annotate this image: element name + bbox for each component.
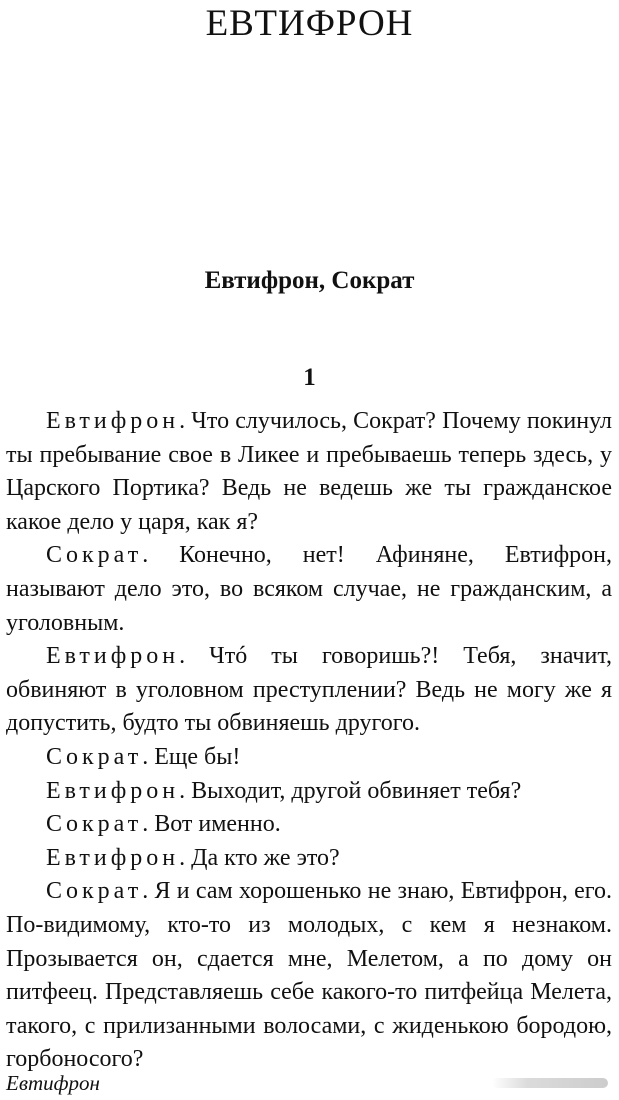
dialogue-paragraph: Сократ. Конечно, нет! Афиняне, Евтифрон, называют дело это, во всяком случае, не гражданским, а уголовным. <box>6 542 613 636</box>
dialogue-text <box>6 405 612 1077</box>
speaker-name: Евтифрон <box>46 844 180 871</box>
speaker-name: Евтифрон <box>46 643 180 670</box>
speech-text: Что случилось, Сократ? Почему покинул ты пребывание свое в Ликее и пребываешь теперь здесь, у Царского Портика? Ведь не ведешь же ты гражданское какое дело у царя, как я? <box>6 408 613 535</box>
dialogue-paragraph: Евтифрон. Да кто же это? <box>46 844 340 871</box>
speaker-name: Сократ <box>46 743 143 770</box>
characters-heading: Евтифрон, Сократ <box>204 267 415 294</box>
speaker-name: Сократ <box>46 811 143 838</box>
speaker-name: Евтифрон <box>46 408 180 434</box>
speech-text: Выходит, другой обвиняет тебя? <box>191 777 522 804</box>
dialogue-paragraph: Евтифрон. Чтó ты говоришь?! Тебя, значит, обвиняют в уголовном преступлении? Ведь не могу же я допустить, будто ты обвиняешь другого. <box>6 643 613 737</box>
speaker-name: Евтифрон <box>46 777 180 804</box>
dialogue-paragraph: Евтифрон. Что случилось, Сократ? Почему покинул ты пребывание свое в Ликее и пребываешь теперь здесь, у Царского Портика? Ведь не ведешь же ты гражданское какое дело у царя, как я? <box>6 408 613 535</box>
speaker-name: Сократ <box>46 542 143 569</box>
speaker-name: Сократ <box>46 878 143 905</box>
dialogue-paragraph: Сократ. Я и сам хорошенько не знаю, Евтифрон, его. По-видимому, кто-то из молодых, с кем я незнаком. Прозывается он, сдается мне, Мелетом, а по дому он питфеец. Представляешь себе какого-то питфейца Мелета, такого, с прилизанными волосами, с жиденькою бородою, горбоносого? <box>6 878 613 1073</box>
running-footer-title: Евтифрон <box>6 1071 100 1095</box>
speech-text: Да кто же это? <box>191 844 340 871</box>
speech-text: Я и сам хорошенько не знаю, Евтифрон, его. По-видимому, кто-то из молодых, с кем я незнаком. Прозывается он, сдается мне, Мелетом, а по дому он питфеец. Представляешь себе какого-то питфейца Мелета, такого, с прилизанными волосами, с жиденькою бородою, горбоносого? <box>6 878 613 1073</box>
section-number: 1 <box>303 364 316 391</box>
speech-text: Еще бы! <box>154 743 241 770</box>
dialogue-paragraph: Евтифрон. Выходит, другой обвиняет тебя? <box>46 777 522 804</box>
speech-text: Конечно, нет! Афиняне, Евтифрон, называют дело это, во всяком случае, не гражданским, а уголовным. <box>6 542 613 636</box>
dialogue-paragraph: Сократ. Вот именно. <box>46 811 281 838</box>
speech-text: Чтó ты говоришь?! Тебя, значит, обвиняют в уголовном преступлении? Ведь не могу же я допустить, будто ты обвиняешь другого. <box>6 643 613 737</box>
book-title: ЕВТИФРОН <box>205 3 414 44</box>
page-number-smudge <box>492 1078 608 1088</box>
dialogue-paragraph: Сократ. Еще бы! <box>46 743 241 770</box>
speech-text: Вот именно. <box>154 811 281 838</box>
